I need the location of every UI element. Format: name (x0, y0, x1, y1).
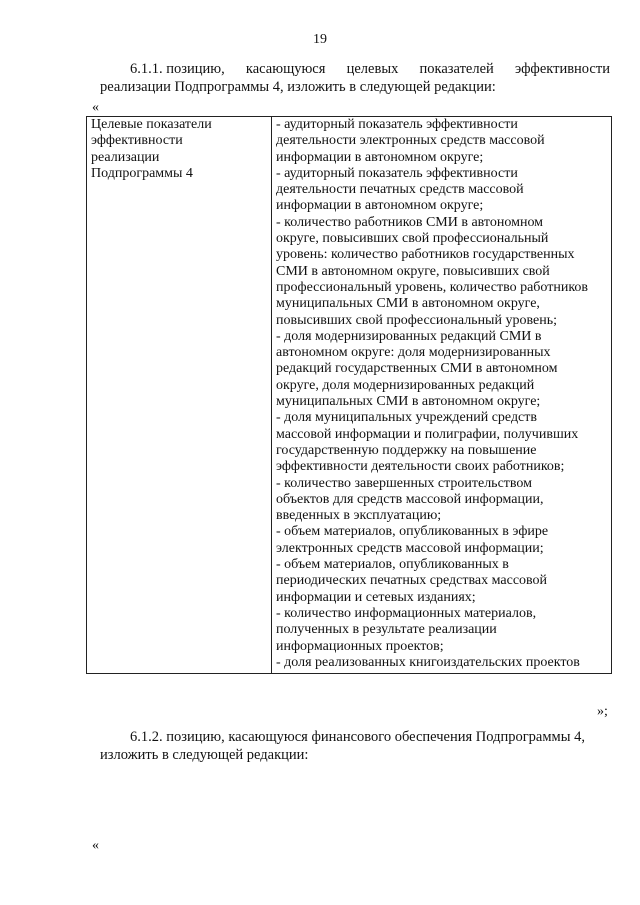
content-line: - количество информационных материалов, (276, 605, 537, 621)
content-line: - аудиторный показатель эффективности (276, 165, 518, 181)
paragraph-6-1-2 (100, 728, 610, 764)
content-line: информации и сетевых изданиях; (276, 589, 476, 605)
content-line: - объем материалов, опубликованных в (276, 557, 509, 573)
word: 6.1.1. позицию, (130, 61, 225, 77)
content-line: - доля муниципальных учреждений средств (276, 410, 538, 426)
label-line: Целевые показатели (91, 117, 212, 132)
content-line: профессиональный уровень, количество работников (276, 279, 589, 295)
content-line: периодических печатных средствах массовой (276, 573, 548, 589)
content-line: уровень: количество работников государственных (276, 247, 575, 263)
label-line: реализации (91, 149, 160, 165)
label-line: эффективности (91, 133, 183, 149)
content-line: - доля модернизированных редакций СМИ в (276, 328, 542, 344)
content-line: СМИ в автономном округе, повысивших свой (276, 263, 550, 279)
word: касающуюся (245, 61, 326, 77)
paragraph-line: реализации Подпрограммы 4, изложить в следующей редакции: (100, 79, 496, 95)
content-line: информационных проектов; (276, 638, 444, 654)
paragraph-line: 6.1.2. позицию, касающуюся финансового обеспечения Подпрограммы 4, (130, 729, 585, 745)
content-line: автономном округе: доля модернизированных (276, 345, 551, 361)
content-line: государственную поддержку на повышение (276, 442, 537, 458)
content-line: округе, повысивших свой профессиональный (276, 231, 549, 247)
content-line: эффективности деятельности своих работников; (276, 459, 565, 475)
content-line: массовой информации и полиграфии, получивших (276, 426, 579, 442)
content-line: объектов для средств массовой информации, (276, 491, 544, 507)
word: показателей (419, 61, 494, 77)
opening-quote: « (92, 100, 99, 115)
closing-quote: »; (597, 704, 608, 719)
content-cell (272, 117, 612, 674)
label-cell (87, 117, 272, 674)
content-line: - объем материалов, опубликованных в эфире (276, 524, 549, 540)
content-line: - доля реализованных книгоиздательских проектов (276, 654, 580, 670)
paragraph-line (100, 60, 610, 78)
paragraph-line: изложить в следующей редакции: (100, 747, 309, 763)
content-line: - количество работников СМИ в автономном (276, 214, 544, 230)
content-line: информации в автономном округе; (276, 149, 484, 165)
content-line: повысивших свой профессиональный уровень; (276, 312, 557, 328)
content-line: - количество завершенных строительством (276, 475, 533, 491)
page-number: 19 (313, 32, 327, 47)
content-line: муниципальных СМИ в автономном округе, (276, 296, 540, 312)
word: эффективности (514, 61, 610, 77)
content-line: округе, доля модернизированных редакций (276, 377, 535, 393)
table-row (87, 117, 612, 674)
content-line: редакций государственных СМИ в автономном (276, 361, 558, 377)
label-line: Подпрограммы 4 (91, 165, 193, 181)
content-line: введенных в эксплуатацию; (276, 508, 442, 524)
content-line: муниципальных СМИ в автономном округе; (276, 394, 541, 410)
indicators-table (86, 116, 612, 674)
content-line: электронных средств массовой информации; (276, 540, 544, 556)
content-line: деятельности электронных средств массовой (276, 133, 545, 149)
opening-quote-bottom: « (92, 838, 99, 853)
content-line: полученных в результате реализации (276, 622, 497, 638)
content-line: - аудиторный показатель эффективности (276, 117, 518, 132)
paragraph-6-1-1 (100, 60, 610, 96)
content-line: деятельности печатных средств массовой (276, 182, 524, 198)
word: целевых (346, 61, 399, 77)
content-line: информации в автономном округе; (276, 198, 484, 214)
